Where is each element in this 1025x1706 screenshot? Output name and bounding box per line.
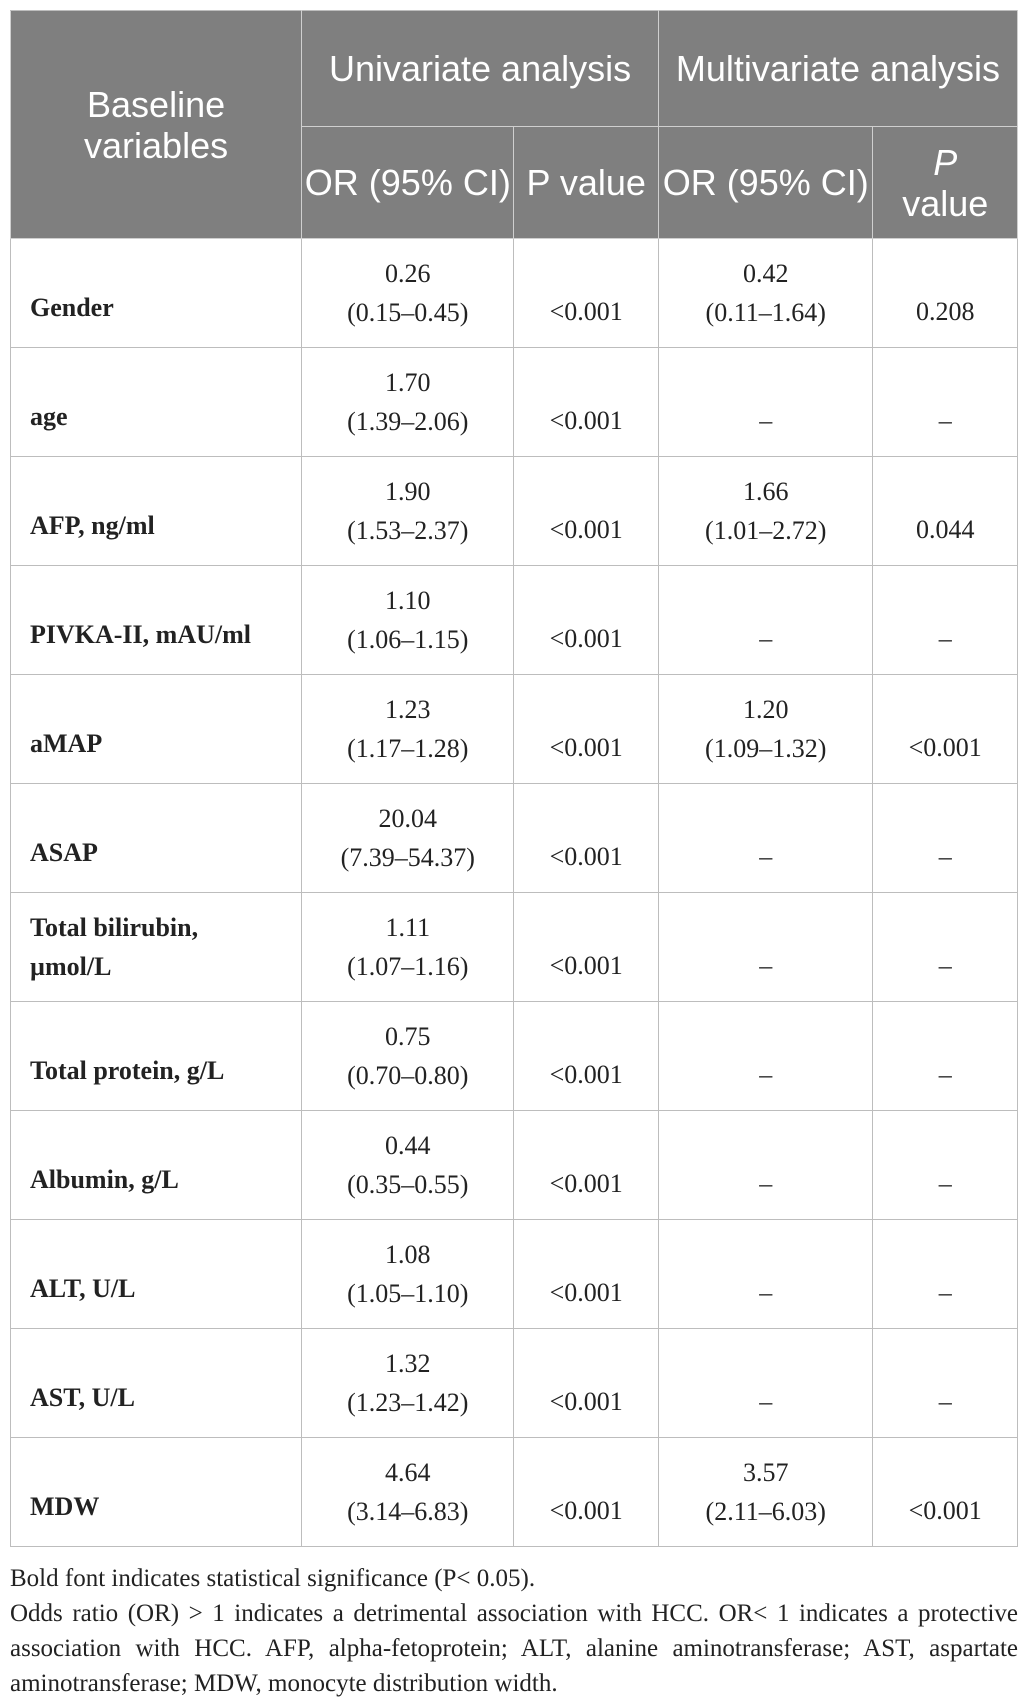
multi-p: <0.001 — [873, 1438, 1018, 1547]
multi-p: – — [873, 566, 1018, 675]
uni-or: 1.70 — [385, 368, 431, 397]
uni-or-cell — [302, 457, 514, 566]
multi-p: <0.001 — [873, 675, 1018, 784]
header-univariate: Univariate analysis — [302, 11, 659, 127]
uni-or-cell — [302, 1329, 514, 1438]
multi-ci: (1.09–1.32) — [705, 734, 827, 763]
multi-p: – — [873, 893, 1018, 1002]
uni-or: 4.64 — [385, 1458, 431, 1487]
uni-or: 0.75 — [385, 1022, 431, 1051]
uni-ci: (0.70–0.80) — [347, 1061, 469, 1090]
row-variable-line2: µmol/L — [30, 952, 112, 981]
table-row — [11, 893, 1018, 1002]
uni-ci: (1.06–1.15) — [347, 625, 469, 654]
row-variable: AFP, ng/ml — [11, 457, 302, 566]
multi-or-cell: – — [658, 784, 873, 893]
header-uni-or: OR (95% CI) — [302, 127, 514, 239]
multi-or: 1.66 — [742, 477, 789, 506]
header-multi-or: OR (95% CI) — [658, 127, 873, 239]
row-variable: age — [11, 348, 302, 457]
uni-p: <0.001 — [514, 784, 658, 893]
row-variable: ASAP — [11, 784, 302, 893]
uni-ci: (1.17–1.28) — [347, 734, 469, 763]
multi-or-cell: – — [658, 1002, 873, 1111]
uni-ci: (1.07–1.16) — [347, 952, 469, 981]
uni-or-cell — [302, 1438, 514, 1547]
results-table-container — [10, 10, 1018, 1547]
multi-p: – — [873, 1329, 1018, 1438]
uni-or: 1.32 — [385, 1349, 431, 1378]
uni-or: 1.10 — [385, 586, 431, 615]
table-footnotes — [10, 1561, 1018, 1701]
uni-p: <0.001 — [514, 1220, 658, 1329]
row-variable: Total protein, g/L — [11, 1002, 302, 1111]
multi-or-cell — [658, 457, 873, 566]
multi-or-cell — [658, 1438, 873, 1547]
multi-or-cell: – — [658, 566, 873, 675]
table-row — [11, 1111, 1018, 1220]
uni-or: 0.26 — [385, 259, 431, 288]
row-variable-line1: Total bilirubin, — [30, 913, 199, 942]
footnote-significance: Bold font indicates statistical significance (P< 0.05). — [10, 1565, 536, 1592]
row-variable: Albumin, g/L — [11, 1111, 302, 1220]
uni-ci: (3.14–6.83) — [347, 1497, 469, 1526]
header-multivariate: Multivariate analysis — [658, 11, 1017, 127]
uni-or-cell — [302, 1220, 514, 1329]
table-row — [11, 784, 1018, 893]
multi-p: – — [873, 1002, 1018, 1111]
multi-p: 0.208 — [873, 239, 1018, 348]
row-variable: MDW — [11, 1438, 302, 1547]
table-row — [11, 1329, 1018, 1438]
uni-or: 20.04 — [378, 804, 438, 833]
table-row — [11, 239, 1018, 348]
row-variable: PIVKA-II, mAU/ml — [11, 566, 302, 675]
header-uni-p: P value — [514, 127, 658, 239]
multi-or-cell: – — [658, 1220, 873, 1329]
uni-p: <0.001 — [514, 566, 658, 675]
table-row — [11, 566, 1018, 675]
uni-p: <0.001 — [514, 1438, 658, 1547]
table-body — [11, 239, 1018, 1547]
uni-or-cell — [302, 675, 514, 784]
uni-or: 0.44 — [385, 1131, 431, 1160]
uni-or: 1.08 — [385, 1240, 431, 1269]
uni-ci: (1.05–1.10) — [347, 1279, 469, 1308]
uni-or-cell — [302, 1002, 514, 1111]
row-variable: aMAP — [11, 675, 302, 784]
multi-or-cell — [658, 239, 873, 348]
multi-or: 3.57 — [742, 1458, 789, 1487]
header-multi-p-letter: P — [933, 141, 958, 183]
multi-or-cell — [658, 675, 873, 784]
uni-or-cell — [302, 566, 514, 675]
uni-p: <0.001 — [514, 893, 658, 1002]
multi-ci: (2.11–6.03) — [705, 1497, 826, 1526]
table-row — [11, 1438, 1018, 1547]
multi-p: – — [873, 1220, 1018, 1329]
multi-p: 0.044 — [873, 457, 1018, 566]
uni-ci: (0.35–0.55) — [347, 1170, 469, 1199]
multi-p: – — [873, 1111, 1018, 1220]
multi-ci: (1.01–2.72) — [705, 516, 827, 545]
multi-p: – — [873, 784, 1018, 893]
uni-p: <0.001 — [514, 348, 658, 457]
uni-p: <0.001 — [514, 1111, 658, 1220]
results-table — [10, 10, 1018, 1547]
uni-or-cell — [302, 784, 514, 893]
uni-p: <0.001 — [514, 1002, 658, 1111]
uni-or-cell — [302, 893, 514, 1002]
row-variable — [11, 893, 302, 1002]
uni-or-cell — [302, 348, 514, 457]
multi-or: 1.20 — [742, 695, 789, 724]
table-row — [11, 1220, 1018, 1329]
uni-p: <0.001 — [514, 1329, 658, 1438]
table-row — [11, 348, 1018, 457]
multi-ci: (0.11–1.64) — [705, 298, 826, 327]
header-multi-p — [873, 127, 1018, 239]
footnote-abbreviations: Odds ratio (OR) > 1 indicates a detrimental association with HCC. OR< 1 indicates a protective association with HCC. AFP, alpha-fetoprotein; ALT, alanine aminotransferase; AST, aspartate aminotransferase; MDW, monocyte distribution width. — [10, 1600, 1018, 1697]
uni-or: 1.11 — [385, 913, 431, 942]
header-multi-p-rest: value — [902, 182, 989, 224]
table-row — [11, 1002, 1018, 1111]
table-row — [11, 457, 1018, 566]
uni-or: 1.23 — [385, 695, 431, 724]
uni-p: <0.001 — [514, 457, 658, 566]
multi-or-cell: – — [658, 348, 873, 457]
uni-p: <0.001 — [514, 239, 658, 348]
multi-or-cell: – — [658, 893, 873, 1002]
uni-ci: (1.23–1.42) — [347, 1388, 469, 1417]
row-variable: ALT, U/L — [11, 1220, 302, 1329]
uni-or: 1.90 — [385, 477, 431, 506]
uni-ci: (0.15–0.45) — [347, 298, 469, 327]
row-variable: Gender — [11, 239, 302, 348]
uni-p: <0.001 — [514, 675, 658, 784]
uni-ci: (7.39–54.37) — [340, 843, 475, 872]
uni-ci: (1.53–2.37) — [347, 516, 469, 545]
table-row — [11, 675, 1018, 784]
multi-p: – — [873, 348, 1018, 457]
uni-ci: (1.39–2.06) — [347, 407, 469, 436]
row-variable: AST, U/L — [11, 1329, 302, 1438]
header-baseline-variables: Baseline variables — [11, 11, 302, 239]
uni-or-cell — [302, 1111, 514, 1220]
multi-or-cell: – — [658, 1329, 873, 1438]
multi-or-cell: – — [658, 1111, 873, 1220]
table-header — [11, 11, 1018, 239]
uni-or-cell — [302, 239, 514, 348]
multi-or: 0.42 — [742, 259, 789, 288]
